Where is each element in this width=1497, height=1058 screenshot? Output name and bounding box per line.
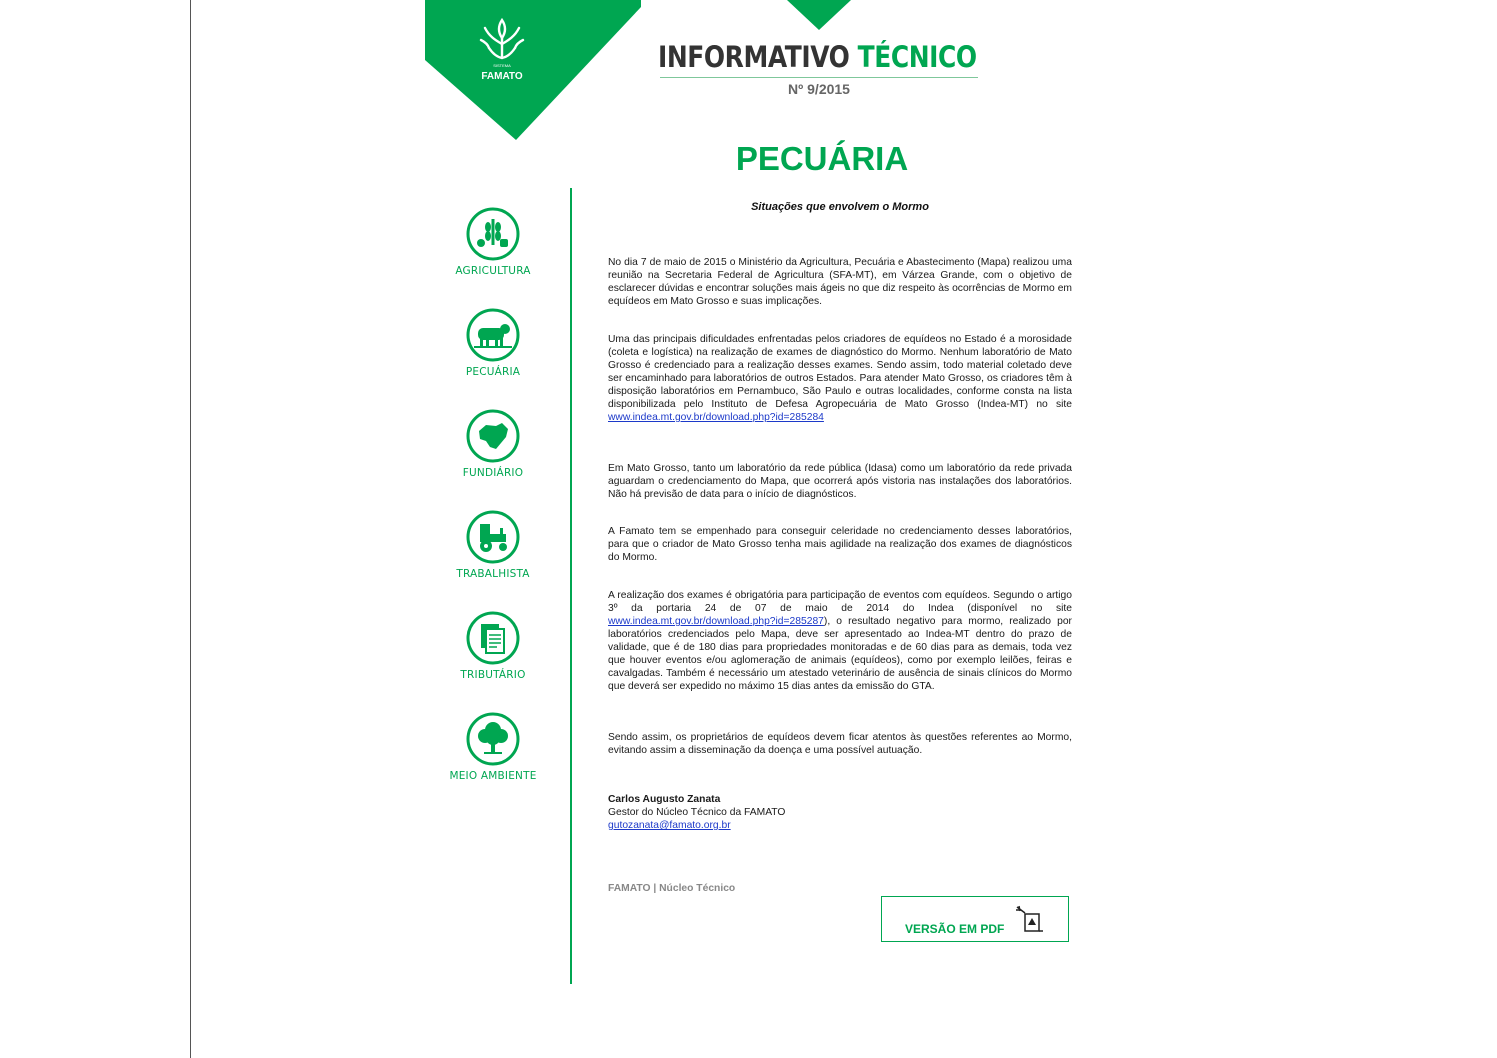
edition-number: Nº 9/2015 — [788, 81, 850, 97]
category-label: PECUÁRIA — [465, 366, 521, 378]
category-label: MEIO AMBIENTE — [449, 770, 537, 782]
category-fundiario[interactable] — [440, 409, 546, 479]
category-label: TRIBUTÁRIO — [460, 669, 526, 681]
paragraph-3: Em Mato Grosso, tanto um laboratório da rede pública (Idasa) como um laboratório da rede privada aguardam o credenciamento do Mapa, que ocorrerá após vistoria nas instalações dos laboratórios. Não há previsão de data para o início de diagnósticos. — [608, 463, 1072, 500]
category-label: AGRICULTURA — [455, 265, 531, 277]
category-meio-ambiente[interactable] — [440, 712, 546, 782]
author-role: Gestor do Núcleo Técnico da FAMATO — [608, 807, 786, 818]
map-icon — [466, 409, 520, 463]
tree-icon — [466, 712, 520, 766]
paragraph-5-text-after: ), o resultado negativo para mormo, realizado por laboratórios credenciados pelo Mapa, deve ser apresentado ao Indea-MT dentro do prazo de validade, que é de 180 dias para propriedades monitoradas e de 60 dias para as demais, toda vez que houver eventos e/ou aglomeração de animais (equídeos), como por exemplo leilões, feiras e cavalgadas. Também é necessário um atestado veterinário de ausência de sinais clínicos do Mormo que deverá ser expedido no máximo 15 dias antes da emissão do GTA. — [608, 616, 1072, 692]
paragraph-5 — [608, 589, 1072, 693]
footer-text: FAMATO | Núcleo Técnico — [608, 883, 736, 894]
title-underline — [660, 77, 978, 78]
documents-icon — [466, 611, 520, 665]
newsletter-title — [658, 40, 977, 74]
category-label: TRABALHISTA — [456, 568, 530, 580]
article-subtitle: Situações que envolvem o Mormo — [751, 201, 929, 213]
category-agricultura[interactable] — [440, 207, 546, 277]
author-email-link[interactable]: gutozanata@famato.org.br — [608, 820, 731, 831]
section-title: PECUÁRIA — [735, 140, 909, 177]
paragraph-5-text-before: A realização dos exames é obrigatória para participação de eventos com equídeos. Segundo o artigo 3º da portaria 24 de 07 de maio de 2014 do Indea (disponível no site — [608, 590, 1072, 614]
logo-text: FAMATO — [481, 71, 523, 82]
paragraph-1: No dia 7 de maio de 2015 o Ministério da Agricultura, Pecuária e Abastecimento (Mapa) realizou uma reunião na Secretaria Federal de Agricultura (SFA-MT), em Várzea Grande, com o objetivo de esclarecer dúvidas e encontrar soluções mais ágeis no que diz respeito às ocorrências de Mormo em equídeos em Mato Grosso e suas implicações. — [608, 257, 1072, 307]
agriculture-icon — [466, 207, 520, 261]
title-word-tecnico: TÉCNICO — [857, 40, 977, 74]
paragraph-2-text: Uma das principais dificuldades enfrentadas pelos criadores de equídeos no Estado é a morosidade (coleta e logística) na realização de exames de diagnóstico do Mormo. Nenhum laboratório de Mato Grosso é credenciado para a realização desses exames. Sendo assim, todo material coletado deve ser encaminhado para laboratórios de outros Estados. Para atender Mato Grosso, os criadores têm à disposição laboratórios em Pernambuco, São Paulo e outras localidades, conforme consta na lista disponibilizada pelo Instituto de Defesa Agropecuária de Mato Grosso (Indea-MT) no site — [608, 334, 1072, 410]
pdf-version-button[interactable] — [881, 896, 1069, 942]
category-tributario[interactable] — [440, 611, 546, 681]
logo-small-text: SISTEMA — [493, 63, 511, 68]
category-pecuaria[interactable] — [440, 308, 546, 378]
indea-link-285284[interactable]: www.indea.mt.gov.br/download.php?id=285284 — [608, 412, 824, 423]
paragraph-4: A Famato tem se empenhado para conseguir celeridade no credenciamento desses laboratórios, para que o criador de Mato Grosso tenha mais agilidade na realização dos exames de diagnósticos do Mormo. — [608, 526, 1072, 563]
page-left-border — [190, 0, 191, 1058]
category-label: FUNDIÁRIO — [462, 467, 524, 479]
author-name: Carlos Augusto Zanata — [608, 794, 721, 805]
paragraph-2 — [608, 333, 1072, 424]
paragraph-6: Sendo assim, os proprietários de equídeos devem ficar atentos às questões referentes ao Mormo, evitando assim a disseminação da doença e uma possível autuação. — [608, 732, 1072, 756]
signature-block — [608, 793, 1072, 832]
title-word-informativo: INFORMATIVO — [658, 40, 850, 74]
download-pdf-icon — [1015, 905, 1045, 933]
decorative-triangle — [787, 0, 851, 30]
famato-logo — [425, 0, 641, 140]
indea-link-285287[interactable]: www.indea.mt.gov.br/download.php?id=285287 — [608, 616, 824, 627]
cattle-icon — [466, 308, 520, 362]
pdf-button-label: VERSÃO EM PDF — [905, 922, 1005, 936]
vertical-divider — [570, 188, 572, 984]
tractor-icon — [466, 510, 520, 564]
category-trabalhista[interactable] — [440, 510, 546, 580]
